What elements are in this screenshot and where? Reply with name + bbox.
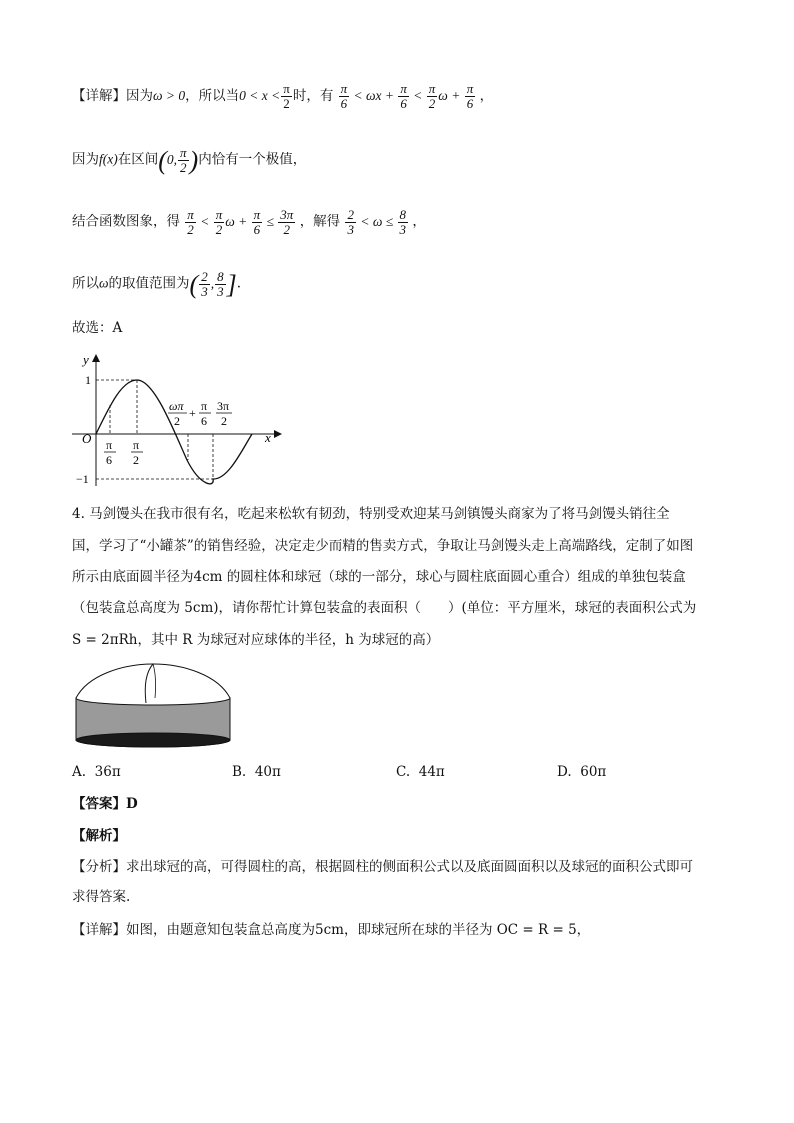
detail-text: 在区间 bbox=[117, 151, 159, 168]
frac-num: π bbox=[283, 81, 290, 96]
option-c[interactable] bbox=[396, 764, 445, 780]
choice-line: 故选：A bbox=[72, 320, 123, 336]
origin-label: O bbox=[82, 431, 92, 446]
function-name: f(x) bbox=[99, 151, 118, 167]
detail-text: 因为 bbox=[72, 151, 99, 168]
analysis-line-2: 求得答案. bbox=[72, 889, 131, 905]
x-axis-arrow bbox=[274, 430, 282, 438]
cylinder-bottom bbox=[76, 733, 230, 747]
x-axis-label: x bbox=[265, 430, 271, 445]
annot-omega-num: ωπ bbox=[169, 399, 184, 413]
annot-pi6-num: π bbox=[201, 399, 208, 413]
x-tick-pi2-num: π bbox=[133, 438, 140, 452]
detail-text: ， bbox=[479, 88, 494, 104]
detail-text: 结合函数图象，得 bbox=[72, 213, 180, 230]
annot-3pi2-num: 3π bbox=[217, 399, 230, 413]
omega-range: ( $\frac{2}{3}$ , $\frac{8}{3}$ ] bbox=[189, 269, 237, 299]
y-axis-label: y bbox=[83, 352, 89, 367]
question4-line4: （包装盒总高度为 5cm)，请你帮忙计算包装盒的表面积（ ）(单位：平方厘米，球冠的表面积公式为 bbox=[72, 600, 697, 616]
frac-den: 2 bbox=[283, 96, 290, 111]
detail-line-2 bbox=[72, 146, 306, 175]
detail-text: ，解得 bbox=[299, 213, 341, 230]
option-value: 40π bbox=[254, 764, 281, 780]
x-tick-pi6-den: 6 bbox=[106, 453, 112, 467]
x-tick-pi6-num: π bbox=[106, 438, 113, 452]
annot-3pi2-den: 2 bbox=[221, 414, 227, 428]
question4-line3: 所示由底面圆半径为4cm 的圆柱体和球冠（球的一部分，球心与圆柱底面圆心重合）组成的单独包装盒 bbox=[72, 569, 686, 585]
question4-line2: 国，学习了“小罐茶”的销售经验，决定走少而精的售卖方式，争取让马剑馒头走上高端路线，定制了如图 bbox=[72, 538, 694, 554]
question4-line5: S = 2πRh，其中 R 为球冠对应球体的半径，h 为球冠的高） bbox=[72, 632, 440, 648]
option-label: B. bbox=[232, 764, 247, 780]
detail-line-3 bbox=[72, 208, 426, 237]
inequality-graph: $\frac{\pi}{2}$ < $\frac{\pi}{2}$ ω + $\frac{\pi}{6}$ ≤ $\frac{3\pi}{2}$ bbox=[187, 207, 294, 237]
omega-result: $\frac{2}{3}$ < ω ≤ $\frac{8}{3}$ bbox=[347, 207, 407, 237]
detail-line-1 bbox=[72, 82, 493, 111]
option-label: D. bbox=[557, 764, 572, 780]
interval: (0, $\frac{\pi}{2}$ ) bbox=[158, 145, 199, 175]
option-value: 60π bbox=[580, 764, 607, 780]
inequality-chain: $\frac{\pi}{6}$ < ωx + $\frac{\pi}{6}$ < $\frac{\pi}{2}$ ω + $\frac{\pi}{6}$ bbox=[340, 81, 474, 112]
y-tick-1: 1 bbox=[85, 373, 91, 387]
detail-prefix: 【详解】因为 bbox=[72, 88, 153, 104]
x-tick-pi2-den: 2 bbox=[133, 453, 139, 467]
package-box-figure bbox=[68, 660, 238, 752]
detail-text: 时，有 bbox=[292, 88, 334, 104]
detail-text: . bbox=[236, 275, 242, 292]
omega-symbol: ω bbox=[99, 275, 109, 291]
option-value: 44π bbox=[418, 764, 445, 780]
sine-curve bbox=[96, 380, 252, 484]
analysis-heading: 【解析】 bbox=[72, 828, 126, 844]
option-d[interactable] bbox=[557, 764, 606, 780]
option-b[interactable] bbox=[232, 764, 281, 780]
fraction-pi-over-2 bbox=[281, 82, 292, 111]
x-range: 0 < x < bbox=[239, 88, 281, 103]
option-a[interactable] bbox=[72, 764, 121, 780]
answer-line: 【答案】D bbox=[72, 796, 138, 812]
spherical-cap bbox=[76, 664, 230, 698]
detail-text: 所以 bbox=[72, 275, 99, 292]
analysis-line-1: 【分析】求出球冠的高，可得圆柱的高，根据圆柱的侧面积公式以及底面圆面积以及球冠的面积公式即可 bbox=[72, 859, 693, 875]
y-tick-neg1: −1 bbox=[76, 472, 89, 486]
annot-pi6-den: 6 bbox=[201, 414, 207, 428]
option-label: C. bbox=[396, 764, 411, 780]
detail-final-line: 【详解】如图，由题意知包装盒总高度为5cm，即球冠所在球的半径为 OC = R = 5， bbox=[72, 922, 591, 938]
question4-line1: 4. 马剑馒头在我市很有名，吃起来松软有韧劲，特别受欢迎某马剑镇馒头商家为了将马剑馒头销往全 bbox=[72, 506, 670, 522]
detail-text: 的取值范围为 bbox=[108, 275, 190, 292]
option-label: A. bbox=[72, 764, 87, 780]
annot-omega-den: 2 bbox=[174, 414, 180, 428]
sine-graph bbox=[60, 350, 290, 490]
detail-text: ， bbox=[412, 213, 426, 230]
option-value: 36π bbox=[94, 764, 121, 780]
detail-text: 内恰有一个极值， bbox=[198, 151, 307, 168]
detail-text: ，所以当 bbox=[185, 88, 240, 104]
omega-condition: ω > 0 bbox=[153, 88, 186, 103]
y-axis-arrow bbox=[92, 354, 100, 362]
detail-line-4 bbox=[72, 270, 241, 299]
annot-plus: + bbox=[189, 406, 196, 420]
